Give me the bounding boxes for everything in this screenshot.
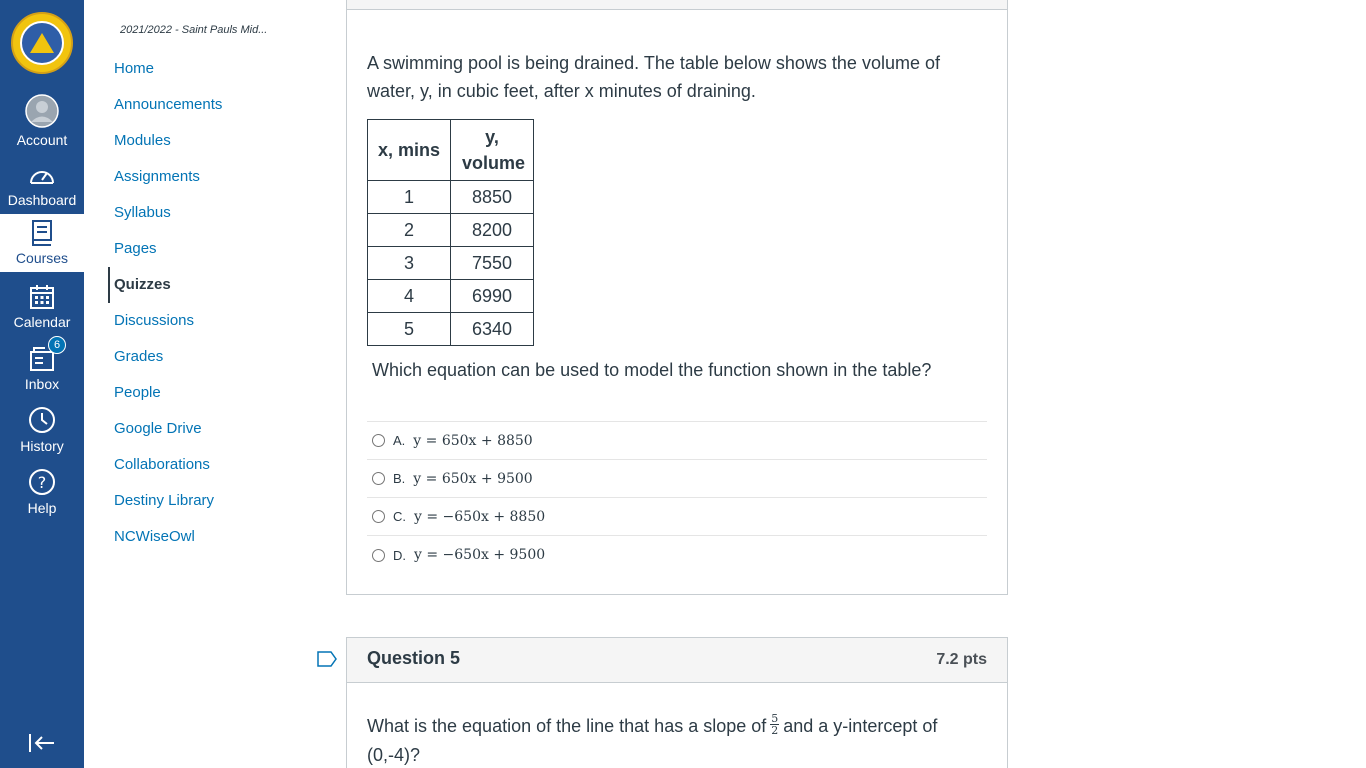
answer-option-d[interactable] [367,536,987,574]
nav-dashboard-label: Dashboard [7,192,77,208]
table-header-cell: x, mins [368,120,451,181]
table-row [368,181,534,214]
answer-radio[interactable] [372,549,385,562]
question-5-text-before: What is the equation of the line that has a slope of [367,716,767,736]
dashboard-gauge-icon [28,164,56,188]
course-link-google-drive[interactable]: Google Drive [114,420,202,437]
table-cell: 7550 [451,247,534,280]
question-5-card [346,637,1008,768]
table-header-row [368,120,534,181]
nav-help-label: Help [27,500,57,516]
nav-inbox[interactable] [0,334,84,392]
question-header-strip [347,0,1007,10]
course-link-home[interactable]: Home [114,60,155,77]
slope-fraction [770,713,779,736]
school-logo[interactable] [11,12,73,74]
calendar-icon [29,284,55,310]
nav-history-label: History [20,438,64,454]
course-link-quizzes[interactable]: Quizzes [114,276,171,293]
question-5-title: Question 5 [367,648,461,668]
answer-equation: y = −650x + 9500 [414,547,546,563]
courses-book-icon [31,220,53,246]
help-question-icon [28,468,56,496]
question-5-text [367,712,987,768]
course-link-pages[interactable]: Pages [114,240,157,257]
table-row [368,313,534,346]
answer-radio[interactable] [372,472,385,485]
global-nav [0,0,84,768]
nav-courses[interactable] [0,214,84,272]
question-5-text-after: and a y-intercept of (0,-4)? [367,716,938,765]
course-link-destiny-library[interactable]: Destiny Library [114,492,215,509]
nav-help[interactable] [0,458,84,516]
course-link-discussions[interactable]: Discussions [114,312,195,329]
table-header-cell [451,120,534,181]
answer-option-c[interactable] [367,498,987,536]
answer-letter: B. [393,471,406,486]
question-text: A swimming pool is being drained. The table below shows the volume of water, y, in cubic feet, after x minutes of draining. [367,53,940,101]
question-5-points: 7.2 pts [936,651,987,668]
nav-history[interactable] [0,396,84,454]
flag-question-icon[interactable] [317,651,337,672]
table-cell: 8200 [451,214,534,247]
answer-option-b[interactable] [367,460,987,498]
volume-table [367,119,534,346]
table-row [368,214,534,247]
course-link-modules[interactable]: Modules [114,132,171,149]
answer-radio[interactable] [372,510,385,523]
nav-account-label: Account [16,132,68,148]
table-cell: 6990 [451,280,534,313]
question-prompt: Which equation can be used to model the function shown in the table? [372,360,932,380]
table-row [368,280,534,313]
question-card [346,0,1008,595]
answer-radio[interactable] [372,434,385,447]
table-cell: 3 [368,247,451,280]
collapse-nav-icon[interactable] [28,732,56,759]
answer-option-a[interactable] [367,422,987,460]
table-cell: 5 [368,313,451,346]
course-link-syllabus[interactable]: Syllabus [114,204,171,221]
course-nav [84,0,334,768]
answer-list [367,421,987,574]
course-link-collaborations[interactable]: Collaborations [114,456,210,473]
logo-seal-icon [20,21,64,65]
nav-dashboard[interactable] [0,150,84,208]
course-term: 2021/2022 - Saint Pauls Mid... [120,24,268,36]
course-link-people[interactable]: People [114,384,161,401]
answer-equation: y = −650x + 8850 [414,508,546,525]
table-cell: 2 [368,214,451,247]
table-cell: 8850 [451,181,534,214]
nav-calendar[interactable] [0,272,84,330]
avatar-icon [25,94,59,128]
table-row [368,247,534,280]
question-5-header [347,638,1007,683]
nav-account[interactable] [0,90,84,148]
inbox-unread-badge: 6 [48,336,66,354]
course-link-announcements[interactable]: Announcements [114,96,223,113]
answer-letter: A. [393,433,406,448]
answer-letter: D. [393,547,406,563]
svg-text:?: ? [37,473,47,492]
table-cell: 6340 [451,313,534,346]
fraction-denominator: 2 [771,723,779,737]
active-link-indicator [108,267,110,303]
clock-icon [28,406,56,434]
answer-letter: C. [393,509,406,524]
table-cell: 1 [368,181,451,214]
answer-equation: y = 650x + 9500 [413,470,533,487]
nav-inbox-label: Inbox [24,376,60,392]
course-link-assignments[interactable]: Assignments [114,168,200,185]
answer-equation: y = 650x + 8850 [413,432,533,449]
course-link-grades[interactable]: Grades [114,348,164,365]
nav-courses-label: Courses [15,250,69,266]
nav-calendar-label: Calendar [13,314,71,330]
table-cell: 4 [368,280,451,313]
table-header-text: y, volume [462,127,526,173]
fraction-numerator: 5 [771,711,779,725]
course-link-ncwiseowl[interactable]: NCWiseOwl [114,528,195,545]
